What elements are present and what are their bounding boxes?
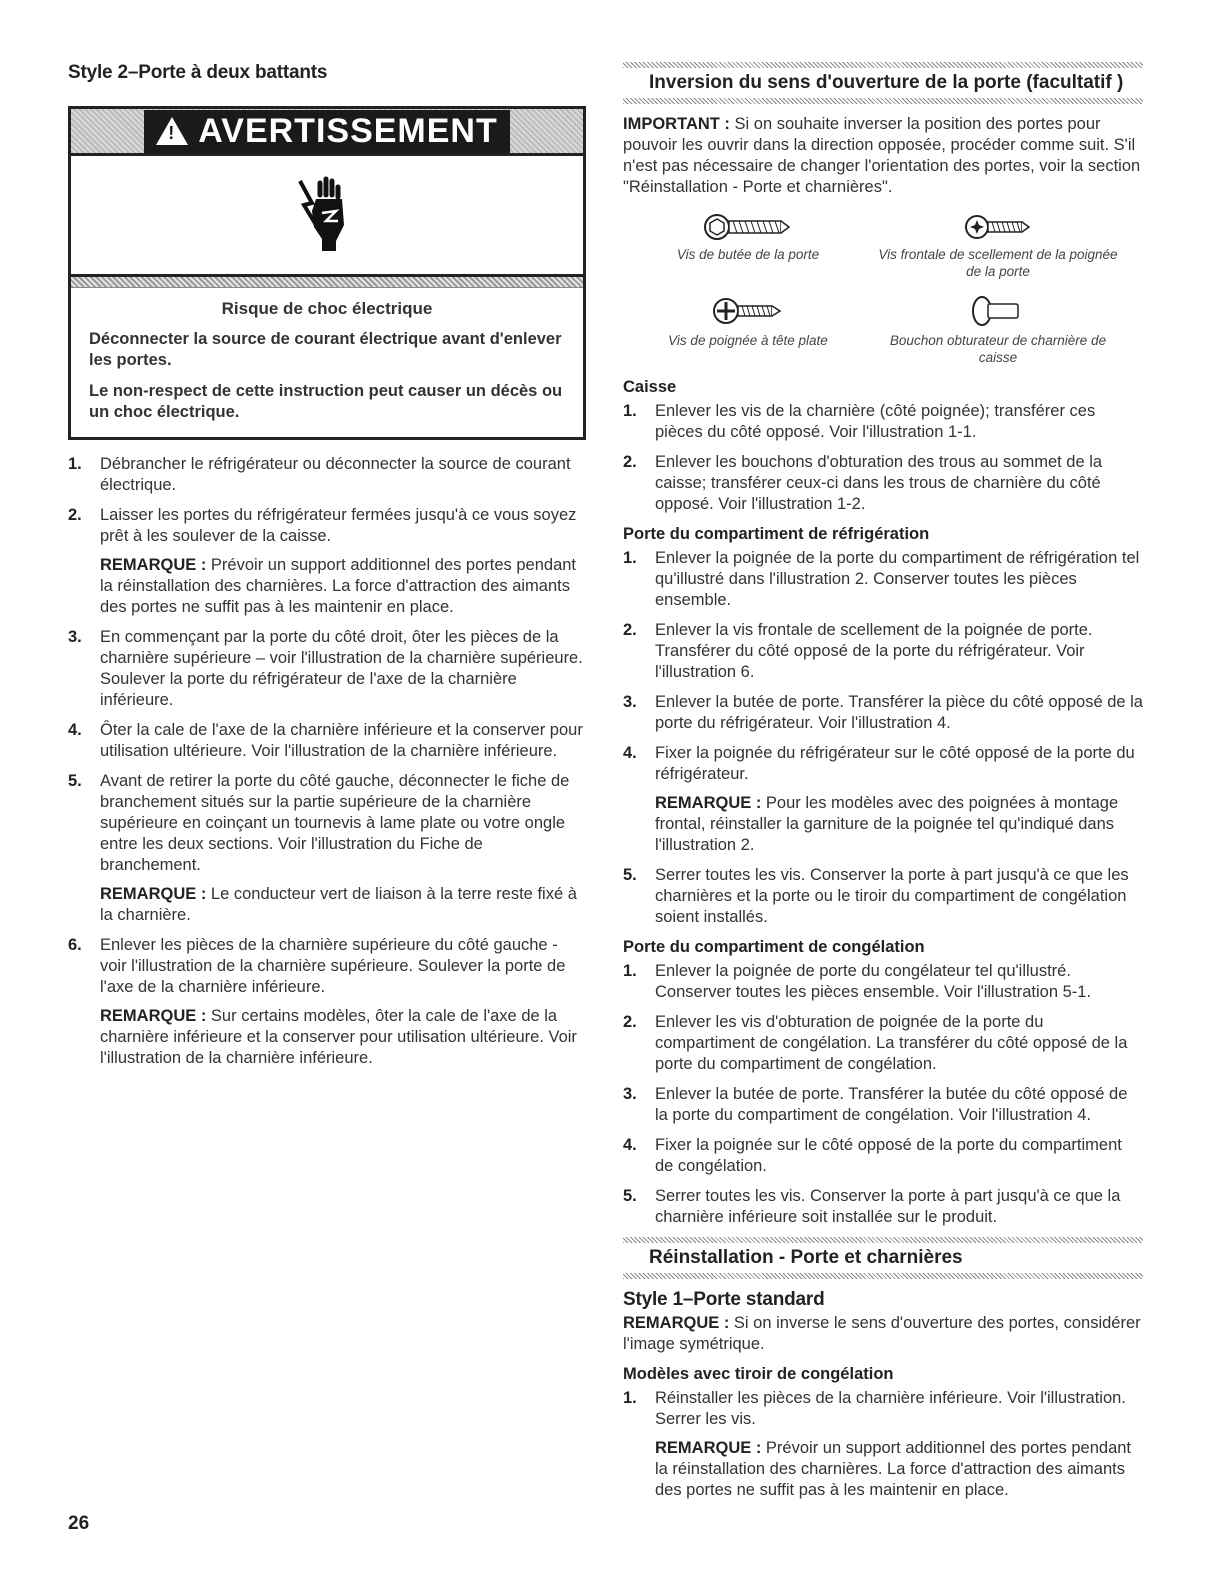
note-text: Le conducteur vert de liaison à la terre reste fixé à la charnière.	[100, 885, 577, 924]
warning-header	[71, 109, 583, 156]
hazard-type: Risque de choc électrique	[221, 299, 433, 318]
step-number: 4.	[623, 1136, 637, 1154]
list-item	[68, 627, 588, 711]
list-item	[623, 1135, 1143, 1177]
part-label: Vis de poignée à tête plate	[668, 333, 828, 348]
list-item	[68, 454, 588, 496]
style1-note	[623, 1313, 1143, 1355]
parts-grid	[623, 212, 1143, 366]
step-number: 6.	[68, 936, 82, 954]
part-item	[873, 294, 1123, 366]
caisse-steps	[623, 401, 1143, 515]
shock-hazard-area	[71, 156, 583, 277]
step-number: 1.	[623, 962, 637, 980]
warning-line-1: Déconnecter la source de courant électrique avant d'enlever les portes.	[89, 330, 562, 369]
warning-title-badge	[144, 110, 510, 153]
page-number: 26	[68, 1513, 90, 1534]
step-text: En commençant par la porte du côté droit, ôter les pièces de la charnière supérieure – voir l'illustration de la charnière supérieure. Soulever la porte du réfrigérateur de l'axe de la charnière inférieure.	[100, 628, 583, 709]
style-1-heading: Style 1–Porte standard	[623, 1289, 825, 1310]
list-item	[623, 1388, 1143, 1501]
left-column	[68, 62, 588, 1078]
step-text: Enlever la butée de porte. Transférer la pièce du côté opposé de la porte du réfrigérateur. Voir l'illustration 4.	[655, 693, 1143, 732]
part-label: Bouchon obturateur de charnière de caisse	[889, 333, 1107, 365]
note-label: REMARQUE :	[623, 1314, 730, 1332]
step-number: 5.	[68, 772, 82, 790]
step-text: Fixer la poignée du réfrigérateur sur le côté opposé de la porte du réfrigérateur.	[655, 744, 1135, 783]
list-item	[623, 1012, 1143, 1075]
section-title: Réinstallation - Porte et charnières	[649, 1247, 963, 1268]
note-label: REMARQUE :	[100, 556, 207, 574]
step-number: 1.	[68, 455, 82, 473]
warning-divider	[71, 277, 583, 288]
hex-screw-icon	[703, 212, 793, 242]
step-text: Enlever la poignée de porte du congélateur tel qu'illustré. Conserver toutes les pièces ensemble. Voir l'illustration 5-1.	[655, 962, 1092, 1001]
important-label: IMPORTANT :	[623, 115, 730, 133]
step-number: 2.	[68, 506, 82, 524]
part-label: Vis de butée de la porte	[676, 247, 820, 262]
step-text: Serrer toutes les vis. Conserver la porte à part jusqu'à ce que les charnières et la porte ou le tiroir du compartiment de congélation soient installés.	[655, 866, 1129, 926]
step-text: Laisser les portes du réfrigérateur fermées jusqu'à ce vous soyez prêt à les soulever de la caisse.	[100, 506, 577, 545]
warning-triangle-icon	[156, 117, 188, 145]
warning-line-2: Le non-respect de cette instruction peut causer un décès ou un choc électrique.	[89, 382, 563, 421]
list-item	[623, 401, 1143, 443]
note-label: REMARQUE :	[100, 1007, 207, 1025]
section-header-inversion	[623, 62, 1143, 104]
list-item	[68, 771, 588, 926]
congel-steps	[623, 961, 1143, 1228]
step-number: 2.	[623, 621, 637, 639]
note-label: REMARQUE :	[655, 794, 762, 812]
list-item	[623, 620, 1143, 683]
electric-shock-icon	[292, 175, 362, 255]
warning-body	[71, 288, 583, 437]
step-number: 5.	[623, 1187, 637, 1205]
torx-screw-icon	[963, 212, 1033, 242]
plug-icon	[968, 294, 1028, 328]
step-number: 1.	[623, 402, 637, 420]
congel-heading: Porte du compartiment de congélation	[623, 938, 925, 956]
step-text: Avant de retirer la porte du côté gauche, déconnecter le fiche de branchement situés sur la partie supérieure de la charnière supérieure en coinçant un tournevis à lame plate ou votre ongle entre les deux sections. Voir l'illustration du Fiche de branchement.	[100, 772, 570, 874]
step-text: Enlever les vis d'obturation de poignée de la porte du compartiment de congélation. La transférer du côté opposé de la porte du compartiment de congélation.	[655, 1013, 1128, 1073]
step-text: Enlever la poignée de la porte du compartiment de réfrigération tel qu'illustré dans l'illustration 2. Conserver toutes les pièces ensemble.	[655, 549, 1140, 609]
section-rule	[623, 98, 1143, 104]
warning-title: AVERTISSEMENT	[198, 111, 498, 150]
list-item	[68, 935, 588, 1069]
section-header-reinstallation	[623, 1237, 1143, 1279]
list-item	[68, 720, 588, 762]
warning-box	[68, 106, 586, 440]
step-text: Enlever les vis de la charnière (côté poignée); transférer ces pièces du côté opposé. Voir l'illustration 1-1.	[655, 402, 1096, 441]
step-number: 2.	[623, 1013, 637, 1031]
step-number: 1.	[623, 549, 637, 567]
left-steps	[68, 454, 588, 1069]
list-item	[623, 692, 1143, 734]
step-note	[100, 555, 588, 618]
part-item	[623, 294, 873, 366]
step-text: Réinstaller les pièces de la charnière inférieure. Voir l'illustration. Serrer les vis.	[655, 1389, 1126, 1428]
list-item	[623, 865, 1143, 928]
step-note	[655, 1438, 1143, 1501]
part-label: Vis frontale de scellement de la poignée de la porte	[878, 247, 1118, 279]
step-number: 4.	[68, 721, 82, 739]
note-text: Prévoir un support additionnel des portes pendant la réinstallation des charnières. La force d'attraction des aimants des portes ne suffit pas à les maintenir en place.	[100, 556, 577, 616]
models-steps	[623, 1388, 1143, 1501]
right-column	[623, 62, 1143, 1510]
note-text: Prévoir un support additionnel des portes pendant la réinstallation des charnières. La force d'attraction des aimants des portes ne suffit pas à les maintenir en place.	[655, 1439, 1132, 1499]
step-note	[655, 793, 1143, 856]
step-text: Enlever la vis frontale de scellement de la poignée de porte. Transférer du côté opposé de la porte du réfrigérateur. Voir l'illustration 6.	[655, 621, 1093, 681]
style-2-heading: Style 2–Porte à deux battants	[68, 62, 328, 83]
section-rule	[623, 1273, 1143, 1279]
step-number: 1.	[623, 1389, 637, 1407]
note-text: Si on inverse le sens d'ouverture des portes, considérer l'image symétrique.	[623, 1314, 1141, 1353]
step-text: Enlever la butée de porte. Transférer la butée du côté opposé de la porte du compartiment de congélation. Voir l'illustration 4.	[655, 1085, 1128, 1124]
step-text: Débrancher le réfrigérateur ou déconnecter la source de courant électrique.	[100, 455, 571, 494]
list-item	[623, 1084, 1143, 1126]
phillips-screw-icon	[712, 294, 784, 328]
step-number: 3.	[68, 628, 82, 646]
section-title: Inversion du sens d'ouverture de la porte (facultatif )	[649, 72, 1124, 93]
step-number: 4.	[623, 744, 637, 762]
note-text: Pour les modèles avec des poignées à montage frontal, réinstaller la garniture de la poignée tel qu'indiqué dans l'illustration 2.	[655, 794, 1119, 854]
step-text: Enlever les pièces de la charnière supérieure du côté gauche - voir l'illustration de la charnière supérieure. Soulever la porte de l'axe de la charnière inférieure.	[100, 936, 566, 996]
list-item	[623, 961, 1143, 1003]
refrig-heading: Porte du compartiment de réfrigération	[623, 525, 930, 543]
caisse-heading: Caisse	[623, 378, 677, 396]
part-item	[873, 212, 1123, 280]
step-text: Ôter la cale de l'axe de la charnière inférieure et la conserver pour utilisation ultérieure. Voir l'illustration de la charnière inférieure.	[100, 721, 583, 760]
step-text: Enlever les bouchons d'obturation des trous au sommet de la caisse; transférer ceux-ci dans les trous de charnière du côté opposé. Voir l'illustration 1-2.	[655, 453, 1103, 513]
part-item	[623, 212, 873, 280]
step-text: Serrer toutes les vis. Conserver la porte à part jusqu'à ce que la charnière inférieure soit installée sur le produit.	[655, 1187, 1121, 1226]
models-heading: Modèles avec tiroir de congélation	[623, 1365, 894, 1383]
important-paragraph	[623, 114, 1143, 198]
list-item	[623, 743, 1143, 856]
step-text: Fixer la poignée sur le côté opposé de la porte du compartiment de congélation.	[655, 1136, 1122, 1175]
important-text: Si on souhaite inverser la position des portes pour pouvoir les ouvrir dans la direction opposée, procéder comme suit. S'il n'est pas nécessaire de changer l'orientation des portes, voir la section "Réinstallation - Porte et charnières".	[623, 115, 1141, 196]
step-number: 2.	[623, 453, 637, 471]
note-text: Sur certains modèles, ôter la cale de l'axe de la charnière inférieure et la conserver pour utilisation ultérieure. Voir l'illustration de la charnière inférieure.	[100, 1007, 577, 1067]
note-label: REMARQUE :	[100, 885, 207, 903]
refrig-steps	[623, 548, 1143, 928]
step-note	[100, 884, 588, 926]
step-number: 3.	[623, 1085, 637, 1103]
step-number: 5.	[623, 866, 637, 884]
list-item	[623, 548, 1143, 611]
step-number: 3.	[623, 693, 637, 711]
list-item	[623, 452, 1143, 515]
list-item	[68, 505, 588, 618]
note-label: REMARQUE :	[655, 1439, 762, 1457]
step-note	[100, 1006, 588, 1069]
list-item	[623, 1186, 1143, 1228]
